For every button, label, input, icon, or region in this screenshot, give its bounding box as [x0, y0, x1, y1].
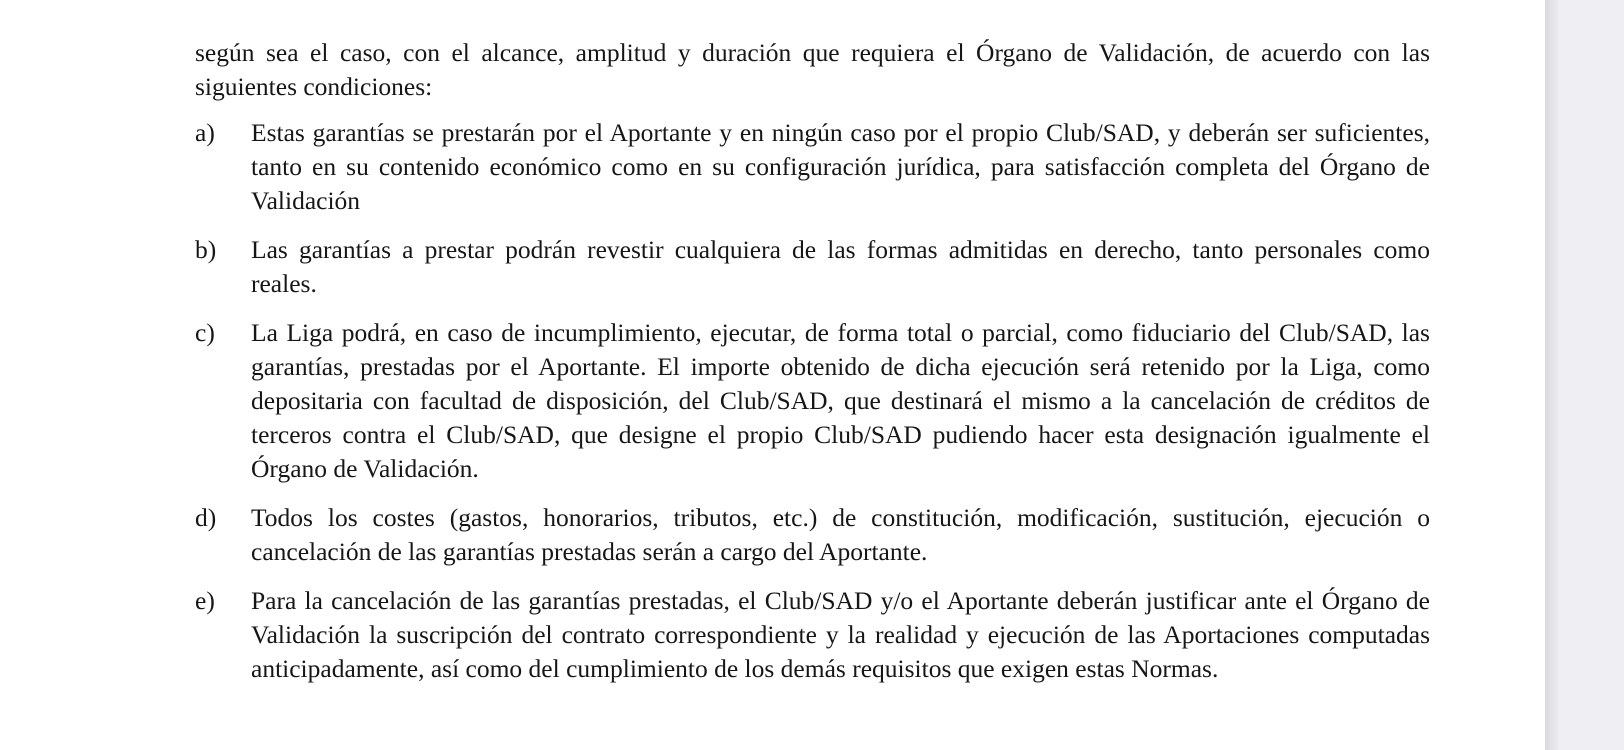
list-item-text: Todos los costes (gastos, honorarios, tributos, etc.) de constitución, modificación, sustitución, ejecución o cancelación de las garantías prestadas serán a cargo del Aportante.: [251, 503, 1430, 566]
list-item-text: La Liga podrá, en caso de incumplimiento, ejecutar, de forma total o parcial, como fiduciario del Club/SAD, las garantías, prestadas por el Aportante. El importe obtenido de dicha ejecución será retenido por la Liga, como depositaria con facultad de disposición, del Club/SAD, que destinará el mismo a la cancelación de créditos de terceros contra el Club/SAD, que designe el propio Club/SAD pudiendo hacer esta designación igualmente el Órgano de Validación.: [251, 318, 1430, 483]
list-item-text: Las garantías a prestar podrán revestir cualquiera de las formas admitidas en derecho, tanto personales como reales.: [251, 235, 1430, 298]
list-marker: c): [195, 318, 215, 347]
list-marker: a): [195, 118, 215, 147]
conditions-list: [195, 116, 1430, 686]
intro-paragraph: según sea el caso, con el alcance, amplitud y duración que requiera el Órgano de Validación, de acuerdo con las siguientes condiciones:: [195, 38, 1430, 101]
list-marker: d): [195, 503, 217, 532]
list-item-text: Estas garantías se prestarán por el Aportante y en ningún caso por el propio Club/SAD, y deberán ser suficientes, tanto en su contenido económico como en su configuración jurídica, para satisfacción completa del Órgano de Validación: [251, 118, 1430, 215]
list-item-e: [195, 584, 1430, 686]
list-item-d: [195, 501, 1430, 569]
list-item-b: [195, 233, 1430, 301]
list-item-text: Para la cancelación de las garantías prestadas, el Club/SAD y/o el Aportante deberán justificar ante el Órgano de Validación la suscripción del contrato correspondiente y la realidad y ejecución de las Aportaciones computadas anticipadamente, así como del cumplimiento de los demás requisitos que exigen estas Normas.: [251, 586, 1430, 683]
list-marker: b): [195, 235, 217, 264]
list-item-c: [195, 316, 1430, 486]
page-edge-shadow: [1545, 0, 1559, 750]
list-item-a: [195, 116, 1430, 218]
list-marker: e): [195, 586, 215, 615]
page-content: [195, 36, 1430, 701]
